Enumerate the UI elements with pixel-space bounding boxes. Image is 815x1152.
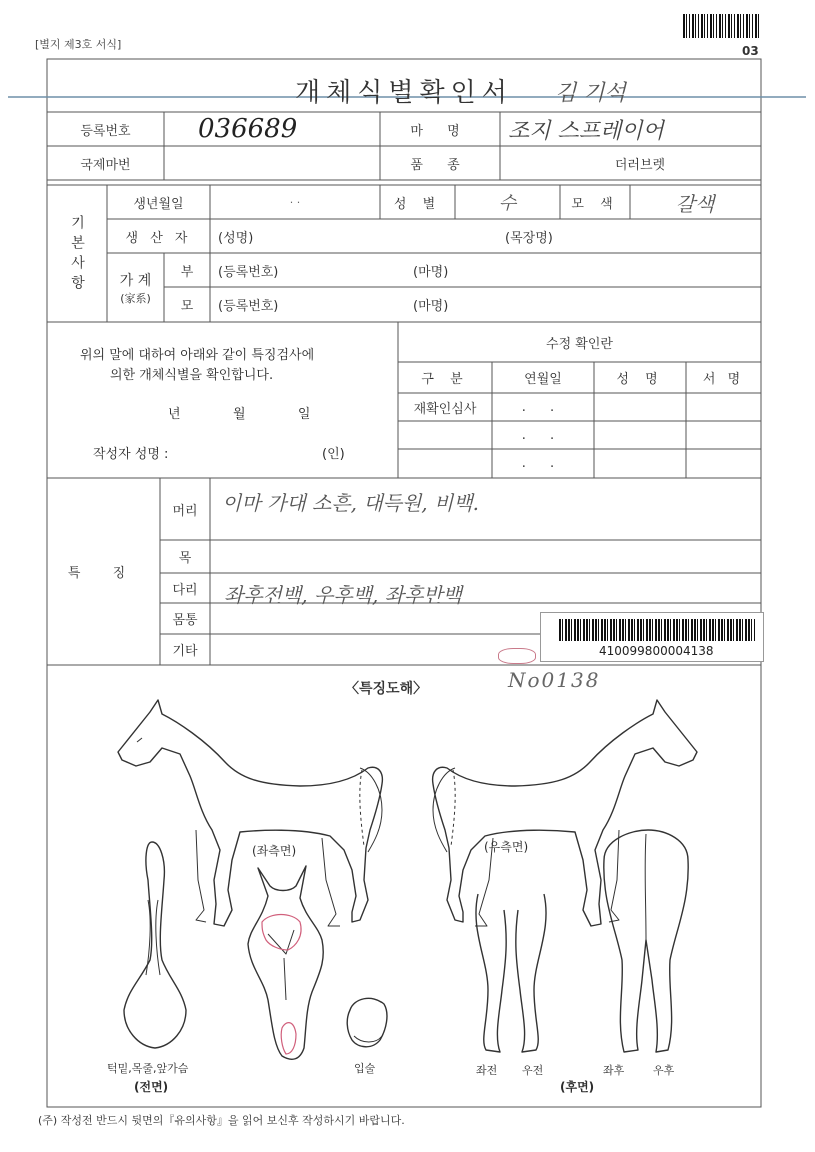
birth-label: 생년월일 [133, 196, 184, 212]
diagram-title: 〈특징도해〉 [345, 681, 428, 697]
head-value: 이마 가대 소흔, 대득원, 비백. [222, 490, 480, 515]
revision-row-3-date: . . [521, 456, 565, 471]
statement-line-2: 의한 개체식별을 확인합니다. [110, 368, 274, 383]
sire-reg-hint: (등록번호) [218, 264, 279, 280]
revision-row-1-label: 재확인심사 [413, 401, 477, 417]
sire-label: 부 [180, 264, 194, 280]
lineage-label-text: 가 계 [119, 272, 152, 289]
chest-caption: 턱밑,목줄,앞가슴 [107, 1062, 189, 1075]
statement-line-1: 위의 말에 대하여 아래와 같이 특징검사에 [80, 348, 315, 363]
seal-label: (인) [322, 447, 345, 462]
intl-no-label: 국제마번 [80, 157, 131, 173]
front-label: (전면) [134, 1080, 169, 1094]
document-title: 개체식별확인서 [295, 78, 513, 108]
birth-value: · · [289, 195, 301, 209]
front-right-label: 우전 [522, 1064, 544, 1077]
handwritten-name: 김 기석 [555, 81, 626, 106]
front-chest-view [124, 842, 186, 1048]
color-value: 갈색 [675, 191, 715, 216]
barcode-number: 410099800004138 [599, 644, 714, 658]
revision-header-type: 구 분 [421, 372, 469, 387]
sire-name-hint: (마명) [413, 264, 449, 280]
form-number-label: [별지 제3호 서식] [35, 38, 122, 51]
statement-date: 년 월 일 [168, 407, 321, 422]
revision-row-1-date: . . [521, 399, 565, 415]
breeder-label: 생 산 자 [125, 230, 192, 246]
front-left-label: 좌전 [476, 1064, 498, 1077]
breed-value: 더러브렛 [614, 157, 666, 173]
body-label: 몸통 [172, 613, 198, 628]
right-side-horse [433, 700, 697, 926]
head-front-view [248, 866, 323, 1059]
right-side-label: (우측면) [484, 840, 529, 854]
basic-section-label: 기본사항 [69, 215, 85, 295]
lips-view [347, 998, 387, 1046]
dam-name-hint: (마명) [413, 299, 449, 314]
breeder-name-hint: (성명) [218, 230, 254, 246]
legs-label: 다리 [172, 582, 198, 598]
revision-header-sign: 서 명 [702, 372, 745, 387]
other-label: 기타 [172, 644, 198, 659]
horse-name-label: 마 명 [410, 123, 470, 139]
color-label: 모 색 [571, 196, 619, 212]
dam-reg-hint: (등록번호) [218, 299, 279, 314]
revision-row-2-date: . . [521, 427, 565, 443]
sex-label: 성 별 [393, 196, 442, 212]
neck-label: 목 [178, 551, 192, 566]
page-number: 03 [742, 44, 759, 58]
left-side-label: (좌측면) [252, 844, 297, 858]
head-label: 머리 [172, 503, 198, 519]
breed-label: 품 종 [410, 157, 470, 173]
footer-note: (주) 작성전 반드시 뒷면의『유의사항』을 읽어 보신후 작성하시기 바랍니다. [38, 1114, 405, 1127]
lips-label: 입술 [354, 1062, 376, 1075]
hind-label: (후면) [560, 1080, 595, 1094]
hind-view [604, 830, 688, 1052]
dam-label: 모 [180, 299, 194, 314]
revision-header-date: 연월일 [524, 372, 562, 387]
horse-name-value: 조지 스프레이어 [508, 118, 664, 144]
front-legs-view [476, 894, 546, 1052]
chip-number: No0138 [508, 668, 601, 692]
breeder-farm-hint: (목장명) [505, 230, 553, 246]
revision-header-name: 성 명 [616, 372, 664, 387]
legs-value: 좌후전백, 우후백, 좌후반백 [224, 582, 462, 607]
writer-label: 작성자 성명 : [93, 447, 169, 462]
revision-title: 수정 확인란 [546, 336, 613, 352]
reg-no-value: 036689 [198, 114, 298, 144]
features-section-label: 특 징 [67, 566, 140, 581]
hind-left-label: 좌후 [603, 1064, 625, 1077]
left-side-horse [118, 700, 382, 926]
sex-value: 수 [498, 193, 517, 214]
lineage-hanja: (家系) [120, 291, 151, 305]
hind-right-label: 우후 [653, 1064, 675, 1077]
reg-no-label: 등록번호 [80, 123, 131, 139]
